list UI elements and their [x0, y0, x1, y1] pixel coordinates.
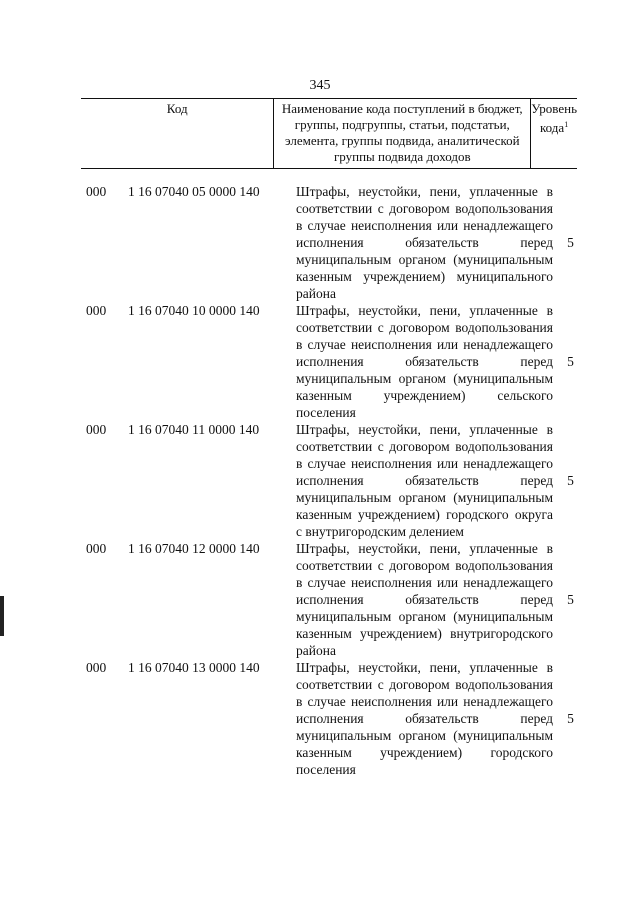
income-name: Штрафы, неустойки, пени, уплаченные в соответствии с договором водопользования в случае неисполнения или ненадлежащего исполнения обязательств перед муниципальным органом (муниципальным казенным учреждением) муниципального района: [296, 184, 553, 301]
table-row: [86, 540, 582, 659]
code-level: 5: [567, 234, 574, 250]
admin-code: 000: [86, 303, 107, 318]
income-code: 1 16 07040 13 0000 140: [128, 660, 260, 675]
header-level-footnote: 1: [564, 120, 569, 129]
admin-code: 000: [86, 541, 107, 556]
admin-code: 000: [86, 660, 107, 675]
income-name: Штрафы, неустойки, пени, уплаченные в соответствии с договором водопользования в случае неисполнения или ненадлежащего исполнения обязательств перед муниципальным органом (муниципальным казенным учреждением) внутригородского района: [296, 541, 553, 658]
code-level: 5: [567, 710, 574, 726]
income-code: 1 16 07040 11 0000 140: [128, 422, 260, 437]
header-name: Наименование кода поступлений в бюджет, группы, подгруппы, статьи, подстатьи, элемента, группы подвида, аналитической группы подвида доходов: [273, 99, 531, 168]
admin-code: 000: [86, 422, 107, 437]
income-code: 1 16 07040 05 0000 140: [128, 184, 260, 199]
page-number: 345: [309, 78, 331, 93]
table-row: [86, 302, 582, 421]
admin-code: 000: [86, 184, 107, 199]
header-level-label: Уровень кода: [531, 101, 577, 135]
table-row: [86, 421, 582, 540]
scan-edge-mark: [0, 596, 4, 636]
table-row: [86, 183, 582, 302]
code-level: 5: [567, 591, 574, 607]
code-level: 5: [567, 472, 574, 488]
table-body: [86, 183, 582, 778]
table-header: [81, 98, 577, 169]
income-name: Штрафы, неустойки, пени, уплаченные в соответствии с договором водопользования в случае неисполнения или ненадлежащего исполнения обязательств перед муниципальным органом (муниципальным казенным учреждением) сельского поселения: [296, 303, 553, 420]
table-row: [86, 659, 582, 778]
header-code: Код: [166, 101, 188, 116]
income-name: Штрафы, неустойки, пени, уплаченные в соответствии с договором водопользования в случае неисполнения или ненадлежащего исполнения обязательств перед муниципальным органом (муниципальным казенным учреждением) городского поселения: [296, 660, 553, 777]
income-code: 1 16 07040 12 0000 140: [128, 541, 260, 556]
income-name: Штрафы, неустойки, пени, уплаченные в соответствии с договором водопользования в случае неисполнения или ненадлежащего исполнения обязательств перед муниципальным органом (муниципальным казенным учреждением) городского округа с внутригородским делением: [296, 422, 553, 539]
code-level: 5: [567, 353, 574, 369]
income-code: 1 16 07040 10 0000 140: [128, 303, 260, 318]
header-level: [531, 99, 577, 168]
